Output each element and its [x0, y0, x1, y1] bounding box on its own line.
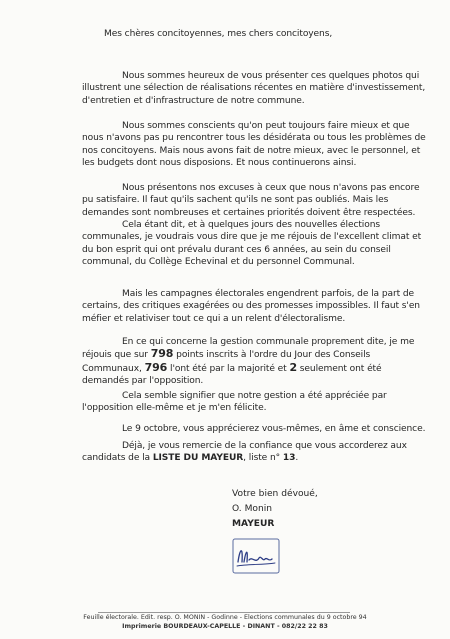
footer-divider — [98, 612, 350, 613]
list-name: LISTE DU MAYEUR — [152, 453, 244, 464]
paragraph-2: Nous sommes conscients qu'on peut toujours faire mieux et que nous n'avons pas pu rencontrer tous les désidérata ou tous les problèmes de nos concitoyens. Mais nous avons fait de notre mieux, avec le personnel, et les budgets dont nous disposions. Et nous continuerons ainsi. — [82, 121, 426, 169]
list-number: 13 — [282, 453, 296, 464]
paragraph-8: Le 9 octobre, vous apprécierez vous-mêmes, en âme et conscience. — [122, 424, 426, 434]
closing: Votre bien dévoué, — [232, 489, 318, 499]
signer-title: MAYEUR — [232, 519, 275, 529]
paragraph-3: Nous présentons nos excuses à ceux que nous n'avons pas encore pu satisfaire. Il faut qu'ils sachent qu'ils ne sont pas oubliés. Mais les demandes sont nombreuses et certaines priorités doivent être respectées. — [82, 183, 420, 218]
footer-line-1: Feuille électorale. Edit. resp. O. MONIN - Godinne - Elections communales du 9 octobre 94 — [83, 614, 367, 621]
signer-name: O. Monin — [232, 504, 273, 514]
paragraph-9: Déjà, je vous remercie de la confiance que vous accorderez aux candidats de la LISTE DU MAYEUR, liste n° 13. — [82, 441, 407, 464]
points-opposition: 2 — [289, 360, 297, 374]
points-total: 798 — [150, 347, 174, 361]
paragraph-5: Mais les campagnes électorales engendrent parfois, de la part de certains, des critiques exagérées ou des promesses impossibles. Il faut s'en méfier et relativiser tout ce qui a un relent d'électoralisme. — [82, 289, 420, 324]
handwritten-signature — [232, 538, 280, 574]
footer-line-2: Imprimerie BOURDEAUX-CAPELLE - DINANT - 082/22 22 83 — [122, 623, 328, 630]
greeting: Mes chères concitoyennes, mes chers concitoyens, — [104, 29, 333, 39]
paragraph-7: Cela semble signifier que notre gestion a été appréciée par l'opposition elle-même et je m'en félicite. — [82, 391, 387, 414]
points-majority: 796 — [144, 360, 168, 374]
paragraph-4: Cela étant dit, et à quelques jours des nouvelles élections communales, je voudrais vous dire que je me réjouis de l'excellent climat et du bon esprit qui ont prévalu durant ces 6 années, au sein du conseil communal, du Collège Echevinal et du personnel Communal. — [82, 220, 422, 268]
paragraph-1: Nous sommes heureux de vous présenter ces quelques photos qui illustrent une sélection de réalisations récentes en matière d'investissement, d'entretien et d'infrastructure de notre commune. — [82, 71, 426, 106]
paragraph-6: En ce qui concerne la gestion communale proprement dite, je me réjouis que sur 798 points inscrits à l'ordre du Jour des Conseils Communaux, 796 l'ont été par la majorité et 2 seulement ont été demandés par l'opposition. — [82, 337, 415, 387]
